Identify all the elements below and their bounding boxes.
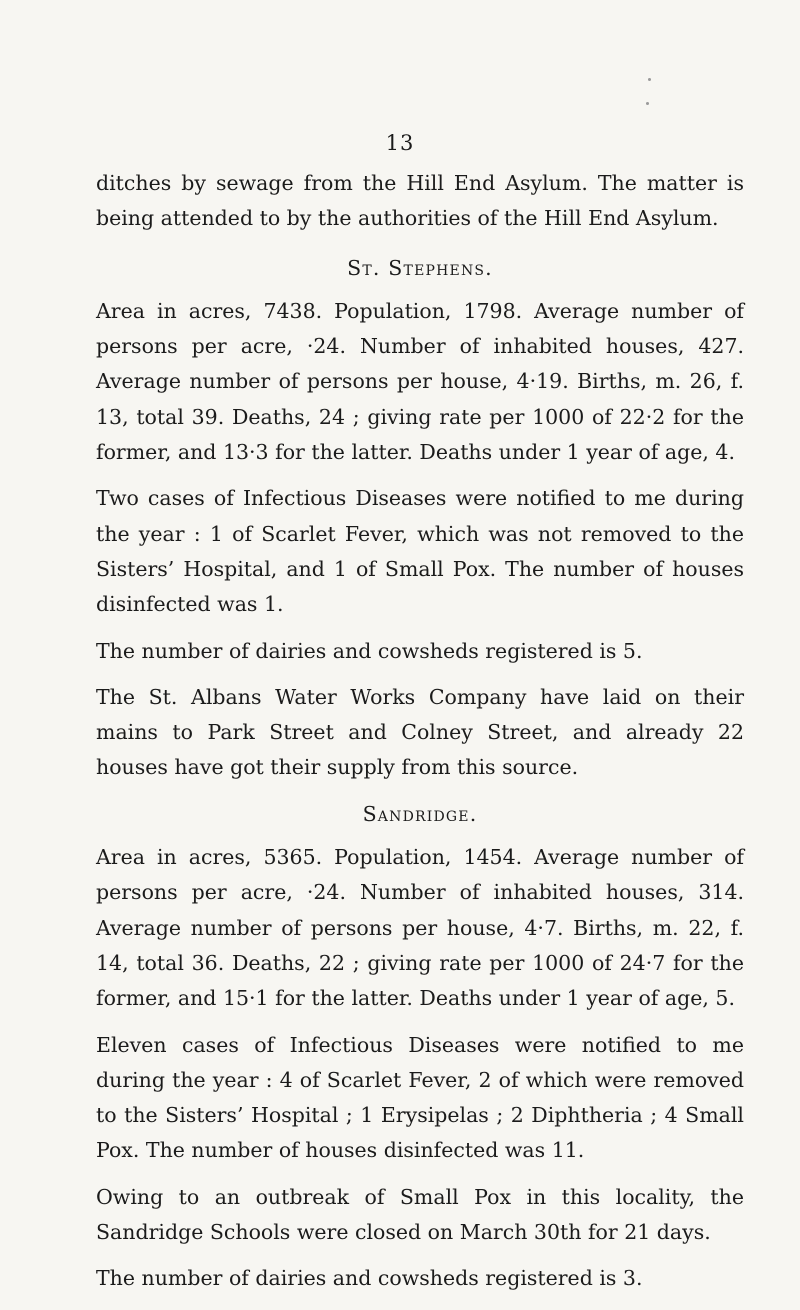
- section-heading: Sandridge.: [362, 801, 478, 826]
- paragraph: Eleven cases of Infectious Diseases were notified to me during the year : 4 of Scarlet Fever, 2 of which were removed to the Sisters’ Hospital ; 1 Erysipelas ; 2 Diphtheria ; 4 Small Pox. The number of houses disinfected was 11.: [96, 1032, 744, 1163]
- paragraph: Area in acres, 7438. Population, 1798. Average number of persons per acre, ·24. Number of inhabited houses, 427. Average number of persons per house, 4·19. Births, m. 26, f. 13, total 39. Deaths, 24 ; giving rate per 1000 of 22·2 for the former, and 13·3 for the latter. Deaths under 1 year of age, 4.: [96, 298, 744, 465]
- section-heading: St. Stephens.: [347, 255, 493, 280]
- paper-speck: [648, 78, 651, 81]
- paragraph: The St. Albans Water Works Company have laid on their mains to Park Street and Colney Street, and already 22 houses have got their supply from this source.: [96, 684, 744, 780]
- paragraph: The number of dairies and cowsheds registered is 5.: [96, 638, 643, 663]
- page-number: 13: [385, 131, 415, 155]
- opening-paragraph: ditches by sewage from the Hill End Asylum. The matter is being attended to by the authorities of the Hill End Asylum.: [96, 171, 744, 231]
- section-sandridge: [96, 797, 744, 1297]
- paragraph: Area in acres, 5365. Population, 1454. Average number of persons per acre, ·24. Number of inhabited houses, 314. Average number of persons per house, 4·7. Births, m. 22, f. 14, total 36. Deaths, 22 ; giving rate per 1000 of 24·7 for the former, and 15·1 for the latter. Deaths under 1 year of age, 5.: [96, 845, 744, 1011]
- paragraph: The number of dairies and cowsheds registered is 3.: [96, 1266, 643, 1291]
- paragraph: Two cases of Infectious Diseases were notified to me during the year : 1 of Scarlet Fever, which was not removed to the Sisters’ Hospital, and 1 of Small Pox. The number of houses disinfected was 1.: [96, 486, 744, 617]
- body-text: [96, 166, 744, 1308]
- paragraph: Owing to an outbreak of Small Pox in this locality, the Sandridge Schools were closed on March 30th for 21 days.: [96, 1184, 744, 1245]
- section-st-stephens: [96, 251, 744, 786]
- paper-speck: [646, 102, 649, 105]
